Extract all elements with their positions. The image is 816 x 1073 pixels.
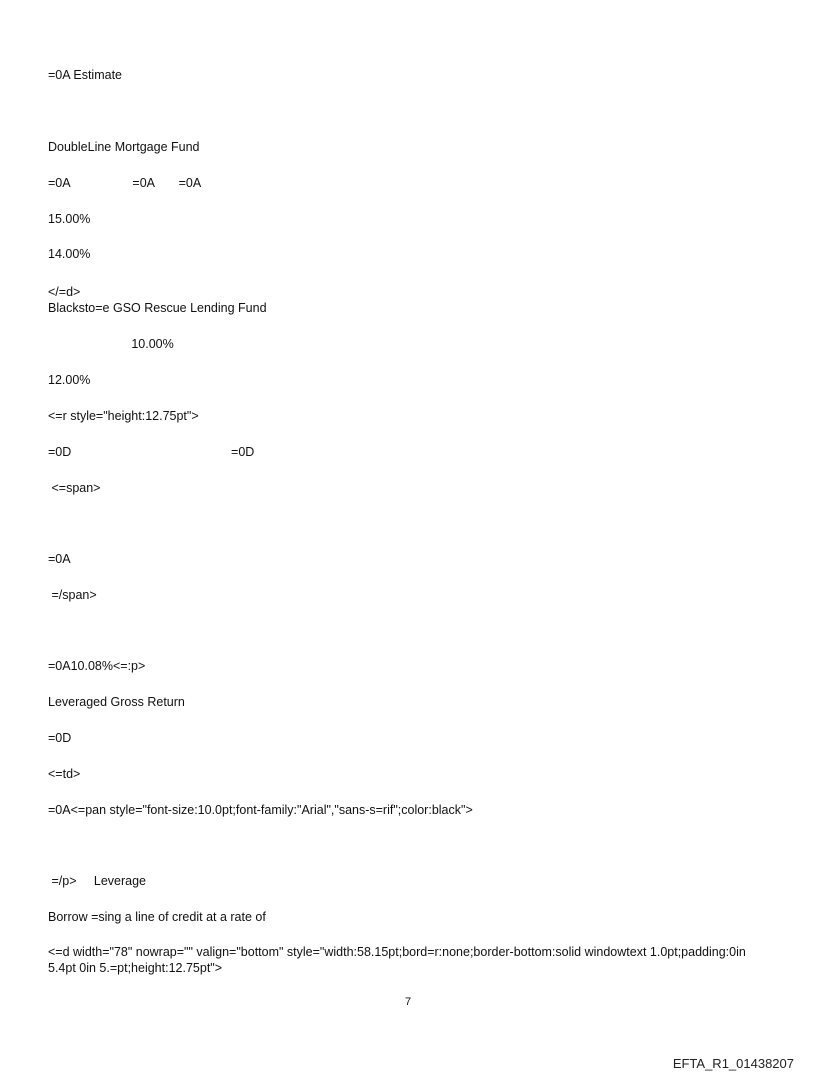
text-line-span-style: =0A<=pan style="font-size:10.0pt;font-family:"Arial","sans-s=rif";color:black"> [48,803,473,817]
text-line-percent-10-08: =0A10.08%<=:p> [48,659,146,673]
text-line-percent-10: 10.00% [48,337,174,351]
text-line-doubleline-fund: DoubleLine Mortgage Fund [48,140,200,154]
text-line-encoded-break: =0A [48,552,71,566]
text-line-closing-tag: </=d> [48,285,81,299]
text-line-td-tag: <=td> [48,767,81,781]
document-id-footer: EFTA_R1_01438207 [672,1056,794,1071]
text-line-leveraged-gross-return: Leveraged Gross Return [48,695,185,709]
text-line-blackstone-fund: Blacksto=e GSO Rescue Lending Fund [48,301,267,315]
text-line-encoded-return: =0D [48,731,72,745]
text-line-percent-12: 12.00% [48,373,91,387]
text-line-leverage: =/p> Leverage [48,874,146,888]
text-line-row-style: <=r style="height:12.75pt"> [48,409,199,423]
text-line-td-style: <=d width="78" nowrap="" valign="bottom" style="width:58.15pt;bord=r:none;border-bottom:solid windowtext 1.0pt;padding:0in 5.4pt 0in 5.=pt;height:12.75pt"> [48,945,746,975]
text-line-percent-14: 14.00% [48,247,91,261]
page-number: 7 [404,996,412,1008]
text-line-borrow: Borrow =sing a line of credit at a rate of [48,910,266,924]
text-line-percent-15: 15.00% [48,212,91,226]
text-line-span-close: =/span> [48,588,97,602]
text-line-encoded-breaks: =0A =0A =0A [48,176,202,190]
text-line-estimate: =0A Estimate [48,68,122,82]
text-line-span-open: <=span> [48,481,101,495]
text-line-encoded-returns: =0D =0D [48,445,255,459]
